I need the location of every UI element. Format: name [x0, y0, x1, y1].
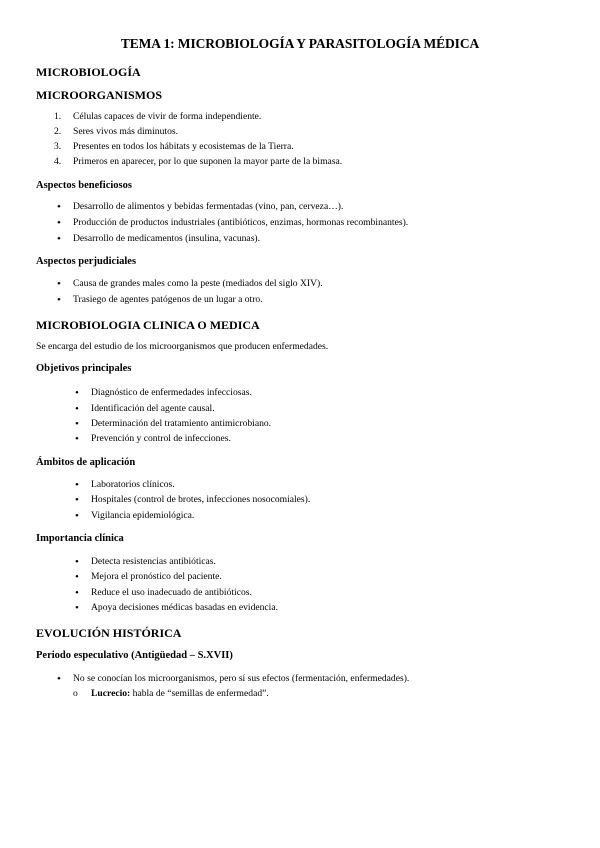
numbered-marker: 4.	[54, 156, 62, 167]
bullet-icon: •	[57, 294, 61, 306]
list-item: Vigilancia epidemiológica.	[91, 510, 195, 521]
bullet-icon: •	[75, 556, 79, 568]
list-item: Desarrollo de medicamentos (insulina, vacunas).	[73, 233, 261, 244]
bullet-icon: •	[75, 510, 79, 522]
list-item: No se conocían los microorganismos, pero sí sus efectos (fermentación, enfermedades).	[73, 673, 410, 684]
list-item: Causa de grandes males como la peste (mediados del siglo XIV).	[73, 278, 323, 289]
list-item: Desarrollo de alimentos y bebidas fermentadas (vino, pan, cerveza…).	[73, 201, 344, 212]
list-item: Reduce el uso inadecuado de antibióticos.	[91, 587, 252, 598]
numbered-marker: 1.	[54, 111, 62, 122]
sub-list-item	[91, 688, 269, 699]
bullet-icon: •	[57, 233, 61, 245]
list-item: Células capaces de vivir de forma independiente.	[73, 111, 262, 122]
subheading-beneficiosos: Aspectos beneficiosos	[36, 180, 132, 191]
bullet-icon: •	[75, 571, 79, 583]
document-title: TEMA 1: MICROBIOLOGÍA Y PARASITOLOGÍA MÉDICA	[120, 36, 480, 51]
section-heading-microorganismos: MICROORGANISMOS	[36, 88, 163, 102]
list-item: Primeros en aparecer, por lo que suponen la mayor parte de la bimasa.	[73, 156, 343, 167]
list-item: Seres vivos más diminutos.	[73, 126, 178, 137]
bullet-icon: •	[57, 673, 61, 685]
numbered-marker: 2.	[54, 126, 62, 137]
list-item: Laboratorios clínicos.	[91, 479, 175, 490]
bullet-icon: •	[57, 278, 61, 290]
section-heading-clinica: MICROBIOLOGIA CLINICA O MEDICA	[36, 318, 260, 332]
list-item: Mejora el pronóstico del paciente.	[91, 571, 222, 582]
bullet-icon: •	[75, 587, 79, 599]
list-item: Detecta resistencias antibióticas.	[91, 556, 216, 567]
paragraph: Se encarga del estudio de los microorganismos que producen enfermedades.	[36, 341, 329, 352]
bullet-icon: •	[75, 433, 79, 445]
list-item: Apoya decisiones médicas basadas en evidencia.	[91, 602, 279, 613]
list-item: Identificación del agente causal.	[91, 403, 215, 414]
section-heading-microbiologia: MICROBIOLOGÍA	[36, 65, 141, 79]
list-item: Hospitales (control de brotes, infecciones nosocomiales).	[91, 494, 311, 505]
lucrecio-name: Lucrecio:	[91, 688, 131, 699]
subheading-importancia: Importancia clínica	[36, 533, 124, 544]
bullet-icon: •	[57, 217, 61, 229]
bullet-icon: •	[75, 403, 79, 415]
list-item: Trasiego de agentes patógenos de un lugar a otro.	[73, 294, 263, 305]
section-heading-evolucion: EVOLUCIÓN HISTÓRICA	[36, 626, 182, 640]
subheading-objetivos: Objetivos principales	[36, 363, 132, 374]
bullet-icon: •	[75, 494, 79, 506]
list-item: Determinación del tratamiento antimicrobiano.	[91, 418, 272, 429]
bullet-icon: •	[75, 418, 79, 430]
bullet-icon: •	[75, 479, 79, 491]
bullet-icon: •	[75, 602, 79, 614]
list-item: Producción de productos industriales (antibióticos, enzimas, hormonas recombinantes).	[73, 217, 409, 228]
sub-bullet-icon: o	[73, 688, 78, 699]
list-item: Presentes en todos los hábitats y ecosistemas de la Tierra.	[73, 141, 294, 152]
subheading-ambitos: Ámbitos de aplicación	[36, 457, 136, 468]
list-item: Prevención y control de infecciones.	[91, 433, 231, 444]
bullet-icon: •	[75, 387, 79, 399]
subheading-periodo: Periodo especulativo (Antigüedad – S.XVII)	[36, 650, 233, 661]
numbered-marker: 3.	[54, 141, 62, 152]
lucrecio-text: habla de “semillas de enfermedad”.	[130, 688, 269, 699]
list-item: Diagnóstico de enfermedades infecciosas.	[91, 387, 252, 398]
subheading-perjudiciales: Aspectos perjudiciales	[36, 256, 137, 267]
bullet-icon: •	[57, 201, 61, 213]
